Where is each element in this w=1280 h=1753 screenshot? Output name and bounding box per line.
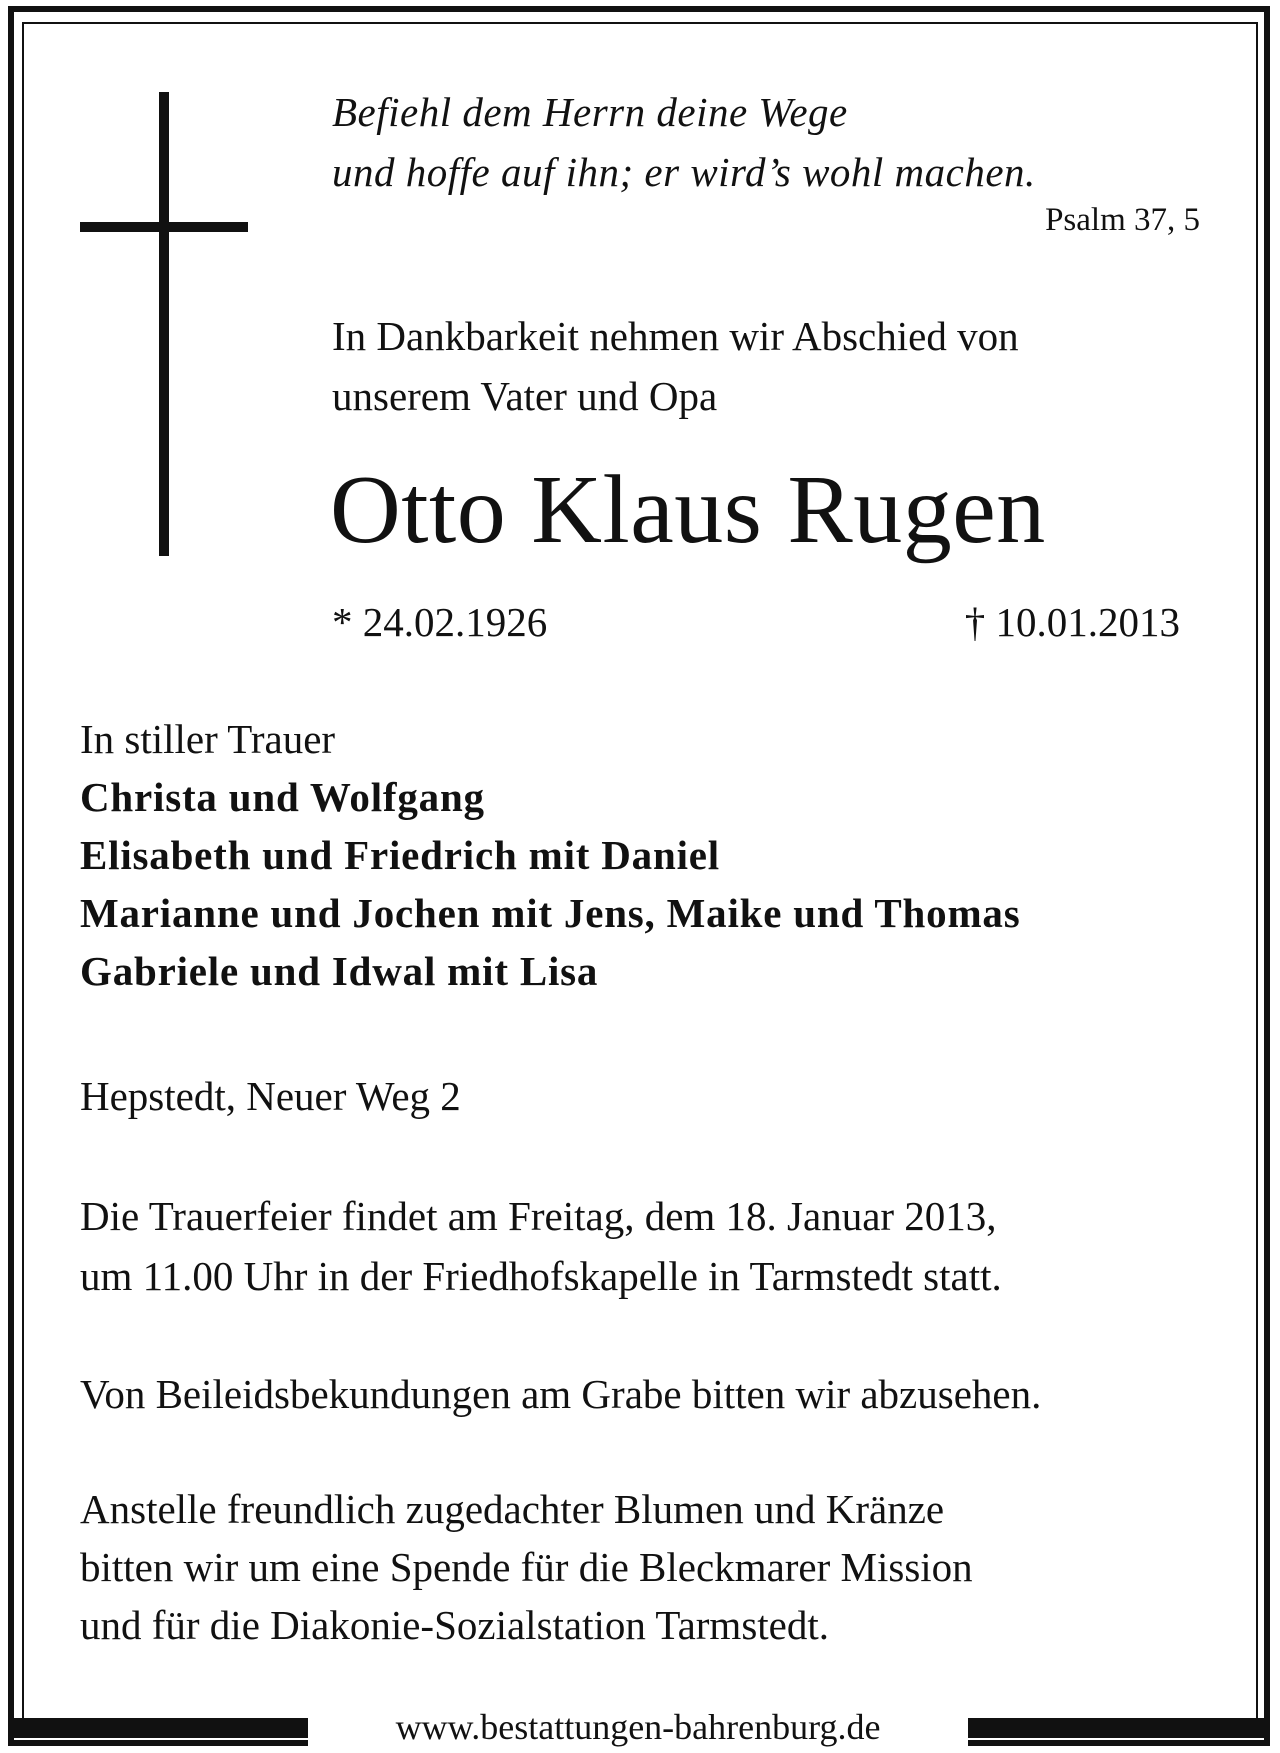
family-address: Hepstedt, Neuer Weg 2 xyxy=(80,1073,461,1119)
mourning-heading: In stiller Trauer xyxy=(80,716,336,762)
intro-line: In Dankbarkeit nehmen wir Abschied von xyxy=(332,313,1019,359)
donation-request xyxy=(80,1480,1220,1654)
donation-line: und für die Diakonie-Sozialstation Tarmstedt. xyxy=(80,1602,830,1648)
mourning-section xyxy=(80,710,1220,1000)
deceased-name: Otto Klaus Rugen xyxy=(330,456,1046,564)
mourner-line: Elisabeth und Friedrich mit Daniel xyxy=(80,832,720,878)
birth-date: * 24.02.1926 xyxy=(332,599,548,645)
ceremony-line: um 11.00 Uhr in der Friedhofskapelle in Tarmstedt statt. xyxy=(80,1253,1002,1299)
verse-line: und hoffe auf ihn; er wird’s wohl machen. xyxy=(332,149,1036,195)
mourner-line: Christa und Wolfgang xyxy=(80,774,485,820)
footer-rule-left xyxy=(8,1718,308,1738)
death-date: † 10.01.2013 xyxy=(964,599,1180,645)
bible-verse xyxy=(332,82,1212,202)
cross-vertical-beam xyxy=(159,92,169,556)
condolence-note: Von Beileidsbekundungen am Grabe bitten wir abzusehen. xyxy=(80,1371,1042,1417)
mourner-line: Gabriele und Idwal mit Lisa xyxy=(80,948,599,994)
mourner-line: Marianne und Jochen mit Jens, Maike und Thomas xyxy=(80,890,1021,936)
ceremony-line: Die Trauerfeier findet am Freitag, dem 18. Januar 2013, xyxy=(80,1193,997,1239)
intro-text xyxy=(332,306,1212,426)
website-url: www.bestattungen-bahrenburg.de xyxy=(395,1707,881,1747)
verse-reference: Psalm 37, 5 xyxy=(1045,202,1200,238)
footer-rule-right xyxy=(968,1718,1270,1738)
verse-line: Befiehl dem Herrn deine Wege xyxy=(332,89,848,135)
cross-horizontal-beam xyxy=(80,222,248,232)
donation-line: bitten wir um eine Spende für die Bleckmarer Mission xyxy=(80,1544,973,1590)
donation-line: Anstelle freundlich zugedachter Blumen und Kränze xyxy=(80,1486,945,1532)
ceremony-info xyxy=(80,1186,1220,1306)
intro-line: unserem Vater und Opa xyxy=(332,373,718,419)
